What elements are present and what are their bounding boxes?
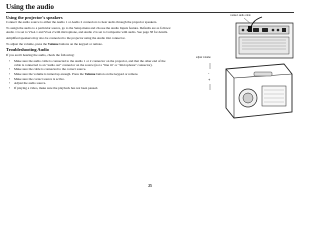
list-item-bold: Volume bbox=[84, 71, 96, 76]
list-item: • If playing a video, make sure the playback has not been paused. bbox=[6, 86, 171, 90]
usb-port-icon bbox=[282, 28, 286, 32]
vga-port-icon bbox=[253, 28, 259, 32]
paragraph-connect: Connect the audio source to either the Audio 1 or Audio 2 connectors to hear audio through the projector speakers. bbox=[6, 20, 158, 25]
video-jack-icon bbox=[272, 29, 275, 32]
section-heading-troubleshooting: Troubleshooting Audio bbox=[6, 47, 49, 53]
section-heading-speakers: Using the projector's speakers bbox=[6, 14, 63, 20]
audio-plug-icon bbox=[248, 26, 252, 32]
list-item-text: Make sure the volume is turned up enough. Press the bbox=[14, 71, 85, 76]
callout-connect-audio-cable: connect audio cable bbox=[230, 14, 251, 17]
text-column bbox=[6, 14, 171, 91]
paragraph-assign: To assign the audio to a particular source, go to the Setup menu and choose the Audio Inputs feature. Defaults are as follows: Audio 1 is set to VGA 1 and VGA 2 with microphone, and Audio 2 is set to Composite with audio. See page 38 for details. bbox=[6, 26, 171, 35]
page-title: Using the audio bbox=[6, 3, 54, 11]
page-number: 25 bbox=[148, 184, 152, 188]
video-jack-icon bbox=[277, 29, 280, 32]
projector-audio-figure bbox=[196, 14, 294, 132]
volume-text-pre: To adjust the volume, press the bbox=[6, 41, 48, 46]
paragraph-volume bbox=[6, 42, 171, 46]
volume-keypad-icon bbox=[208, 63, 211, 90]
title-rule bbox=[6, 12, 294, 13]
callout-adjust-volume: adjust volume bbox=[196, 56, 211, 59]
list-item: • Make sure the correct source is active. bbox=[6, 77, 171, 81]
paragraph-amplified: Amplified speakers may also be connected to the projector using the Audio Out connector. bbox=[6, 35, 126, 40]
volume-minus-label: - bbox=[208, 70, 210, 75]
keypad-buttons-icon bbox=[254, 72, 272, 76]
projector-rear-panel bbox=[236, 17, 293, 58]
paragraph-troubleshooting-intro: If you aren't hearing the audio, check the following: bbox=[6, 52, 75, 57]
list-item: • Make sure the audio cable is connected to the Audio 1 or 2 connector on the projector, and that the other end of the cable is connected to an "audio out" connector on the source (not a "line in" or "microphone" connector). bbox=[6, 59, 171, 67]
list-item: • Make sure the cable is connected to the correct source. bbox=[6, 67, 171, 71]
projector-body bbox=[226, 64, 292, 118]
audio-jack-icon bbox=[242, 29, 245, 32]
volume-text-bold: Volume bbox=[47, 41, 59, 46]
projector-illustration bbox=[196, 14, 294, 132]
volume-text-post: buttons on the keypad or remote. bbox=[58, 41, 103, 46]
troubleshooting-list bbox=[6, 59, 171, 91]
vent-panel-icon bbox=[262, 86, 286, 106]
list-item: • Adjust the audio source. bbox=[6, 81, 171, 85]
list-item-text-post: button on the keypad or remote. bbox=[95, 71, 139, 76]
volume-plus-label: + bbox=[208, 77, 211, 82]
list-item bbox=[6, 72, 171, 76]
vga-port-icon bbox=[262, 28, 268, 32]
